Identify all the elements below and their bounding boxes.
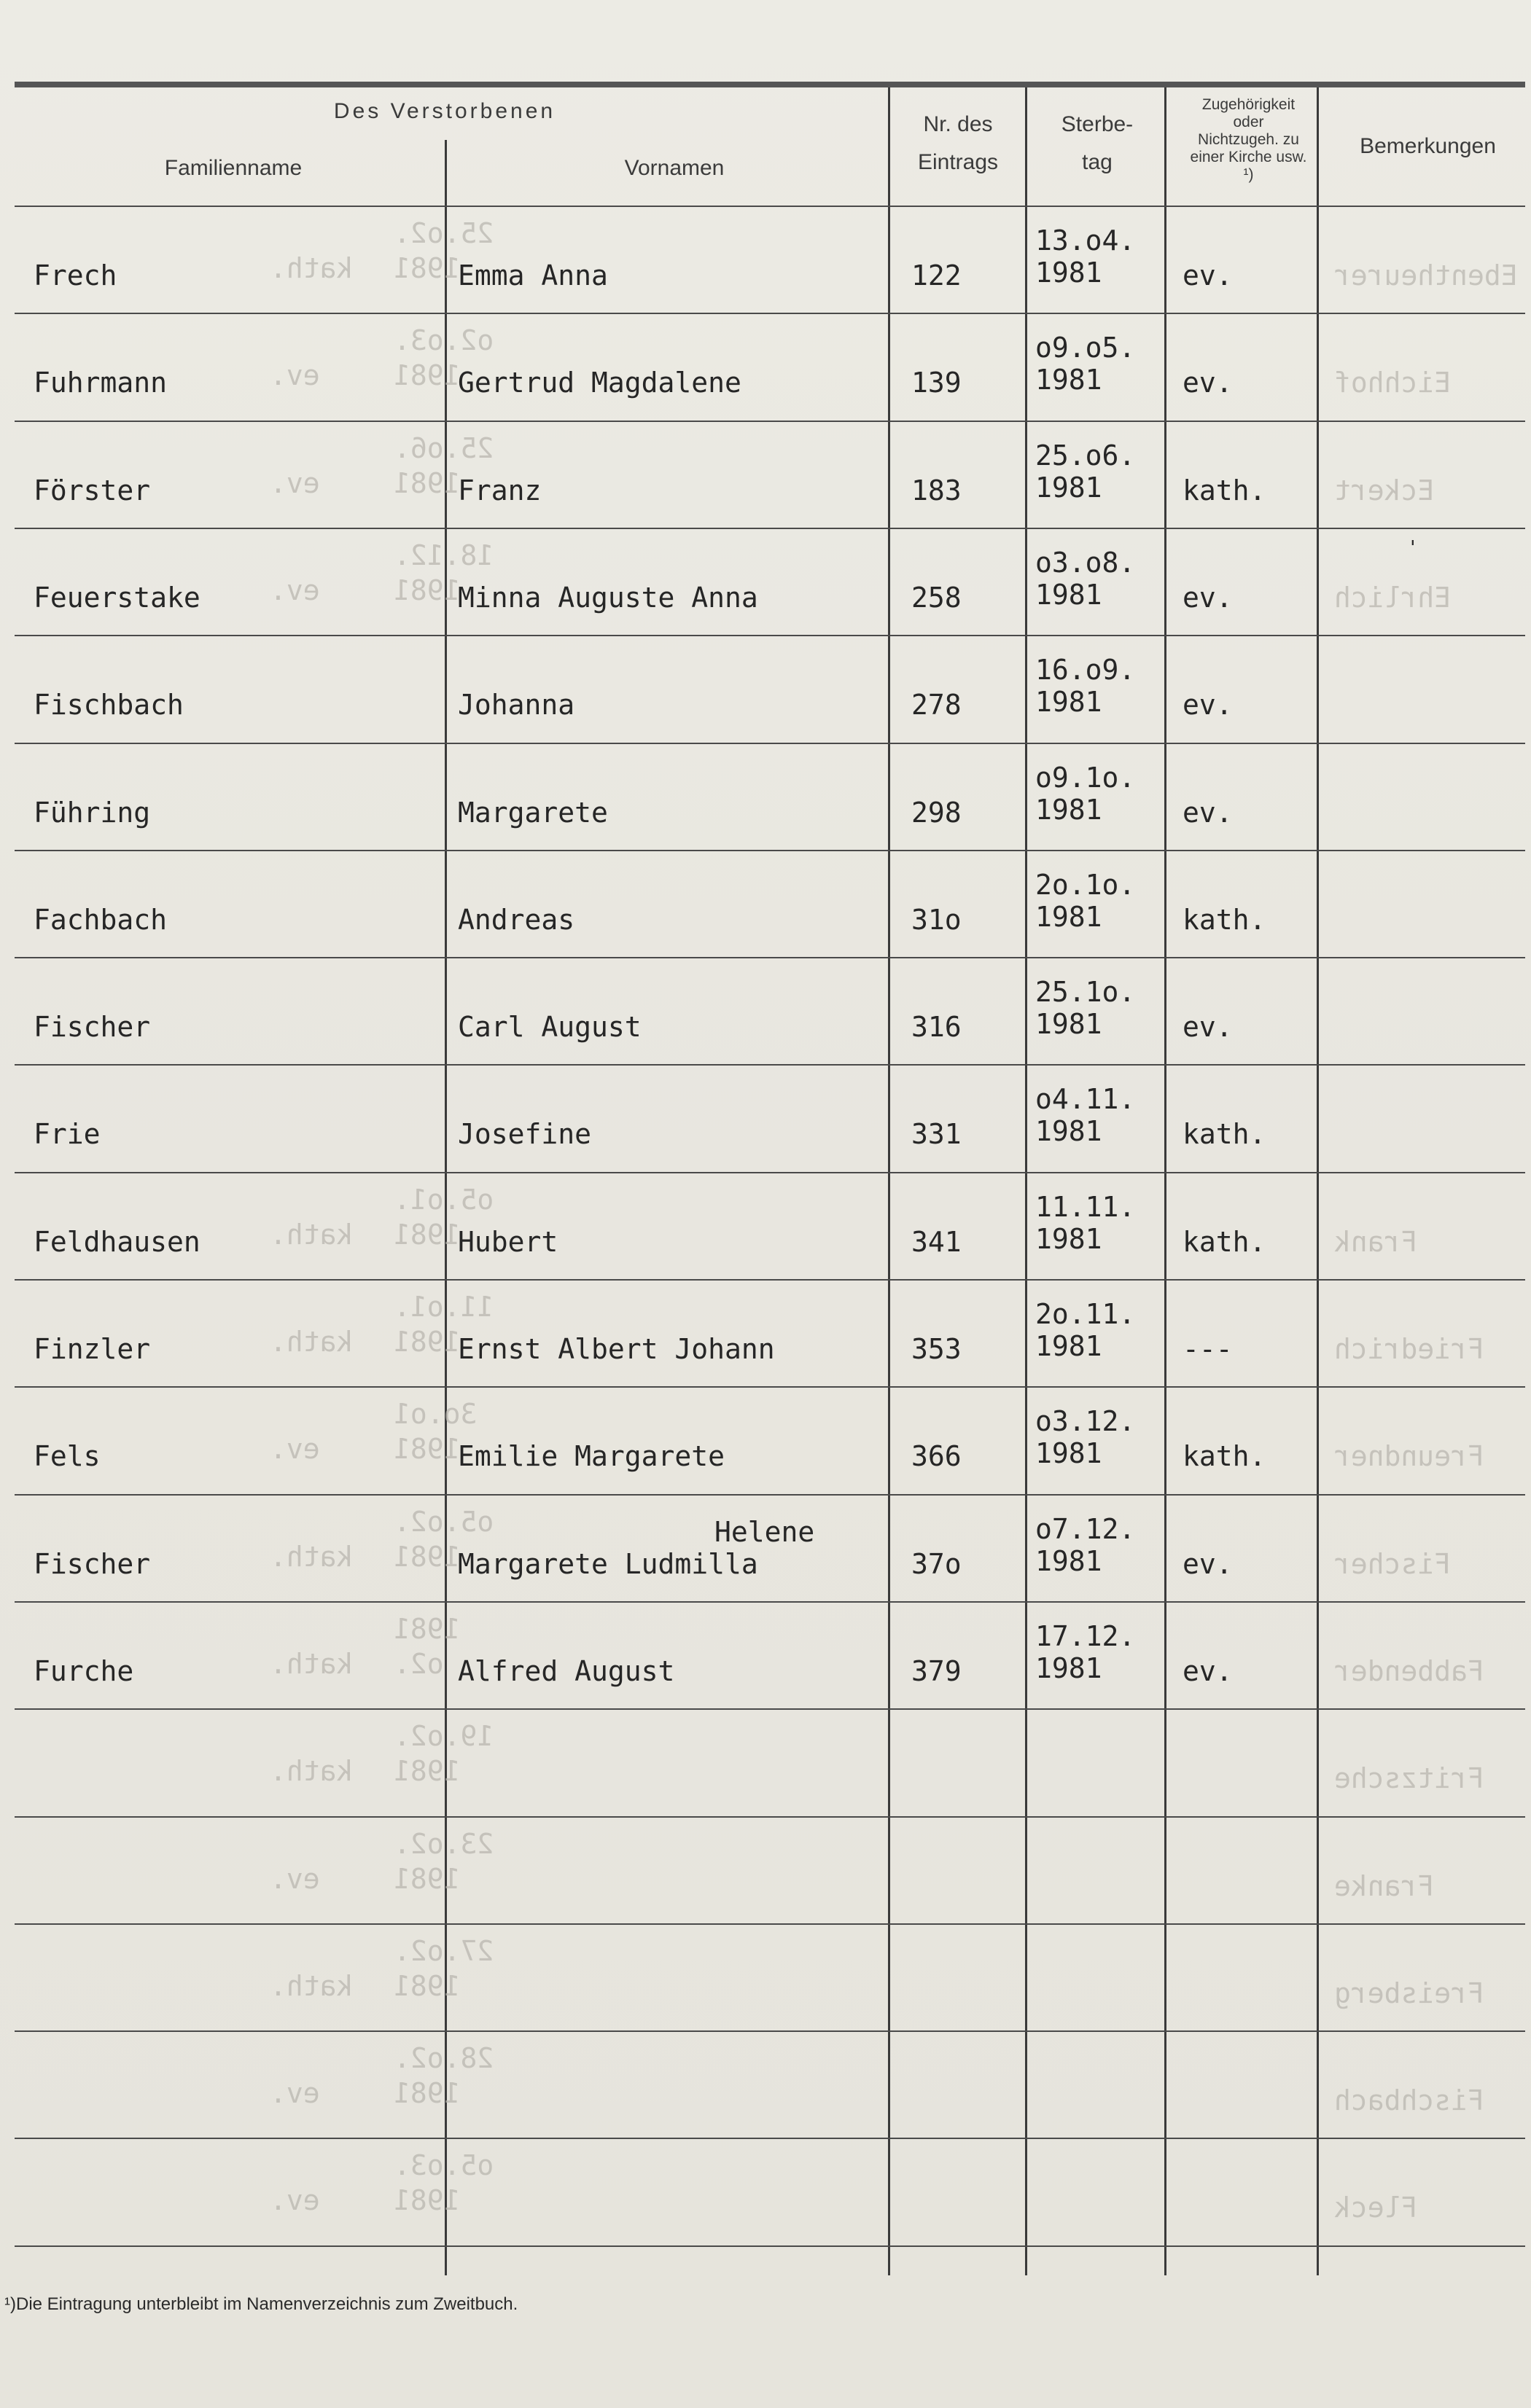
death-register-table [15, 82, 1525, 2283]
row-rule [15, 1172, 1525, 1173]
bleed-through-name: Fischer [1334, 1547, 1452, 1580]
cell-kirche: kath. [1183, 1118, 1266, 1151]
cell-nr-eintrag: 37o [911, 1547, 962, 1580]
bleed-through-year: 1981 [394, 1433, 461, 1466]
header-kirche-line3: Nichtzugeh. zu [1198, 131, 1299, 148]
bleed-through-name: Fabbender [1334, 1654, 1484, 1687]
bleed-through-date: o5.o2. [394, 1505, 494, 1538]
column-divider-nr [1025, 87, 1027, 2275]
row-rule [15, 1064, 1525, 1066]
cell-familienname: Fischbach [34, 689, 184, 722]
bleed-through-year: 1981 [394, 1969, 461, 2002]
row-rule [15, 1601, 1525, 1603]
cell-kirche: ev. [1183, 1011, 1233, 1044]
cell-familienname: Feldhausen [34, 1225, 200, 1258]
bleed-through-name: Fleck [1334, 2192, 1418, 2224]
cell-nr-eintrag: 122 [911, 259, 962, 292]
bleed-through-kirche: kath. [270, 1540, 354, 1573]
header-group-label: Des Verstorbenen [333, 99, 556, 123]
cell-sterbetag: 11.11. [1035, 1190, 1136, 1223]
cell-kirche: ev. [1183, 367, 1233, 399]
cell-kirche: ev. [1183, 259, 1233, 292]
cell-kirche: --- [1183, 1333, 1233, 1365]
cell-familienname: Fuhrmann [34, 367, 168, 399]
cell-kirche: kath. [1183, 1225, 1266, 1258]
footnote: ¹)Die Eintragung unterbleibt im Namenverzeichnis zum Zweitbuch. [4, 2294, 518, 2314]
header-bottom-rule [15, 206, 1525, 207]
cell-sterbejahr: 1981 [1035, 257, 1102, 289]
cell-nr-eintrag: 366 [911, 1440, 962, 1473]
bleed-through-date: 11.o1. [394, 1291, 494, 1323]
row-rule [15, 957, 1525, 958]
bleed-through-date: 25.o6. [394, 431, 494, 464]
bleed-through-name: Ehrlich [1334, 581, 1452, 614]
cell-familienname: Frie [34, 1118, 101, 1151]
header-vornamen: Vornamen [624, 156, 725, 180]
bleed-through-year: 1981 [394, 1862, 461, 1895]
bleed-through-kirche: kath. [270, 1647, 354, 1680]
cell-nr-eintrag: 316 [911, 1011, 962, 1044]
cell-sterbetag: 25.1o. [1035, 976, 1136, 1009]
row-rule [15, 1923, 1525, 1925]
bleed-through-name: Fischbach [1334, 2084, 1484, 2117]
cell-nr-eintrag: 298 [911, 796, 962, 829]
cell-familienname: Finzler [34, 1333, 151, 1365]
bleed-through-year: 1981 [394, 574, 461, 606]
bleed-through-name: Eichhof [1334, 367, 1452, 399]
cell-sterbetag: o9.o5. [1035, 332, 1136, 364]
cell-nr-eintrag: 341 [911, 1225, 962, 1258]
bleed-through-year: 1981 [394, 359, 461, 392]
cell-sterbetag: 2o.1o. [1035, 868, 1136, 901]
cell-sterbejahr: 1981 [1035, 1544, 1102, 1577]
bleed-through-kirche: kath. [270, 1755, 354, 1788]
bleed-through-year: 1981 [394, 1326, 461, 1358]
column-divider-sterbetag [1164, 87, 1166, 2275]
top-rule [15, 82, 1525, 87]
header-bemerkungen: Bemerkungen [1360, 134, 1496, 158]
cell-kirche: ev. [1183, 796, 1233, 829]
cell-bemerkung: ' [1407, 536, 1419, 559]
row-rule [15, 1279, 1525, 1281]
cell-sterbejahr: 1981 [1035, 1651, 1102, 1684]
cell-familienname: Fischer [34, 1011, 151, 1044]
row-rule [15, 421, 1525, 422]
cell-familienname: Frech [34, 259, 117, 292]
bleed-through-date: 25.o2. [394, 217, 494, 249]
cell-sterbetag: o9.1o. [1035, 761, 1136, 794]
row-rule [15, 2245, 1525, 2247]
cell-sterbejahr: 1981 [1035, 1437, 1102, 1470]
cell-vornamen: Alfred August [458, 1654, 675, 1687]
bleed-through-year: 1981 [394, 252, 461, 284]
bleed-through-kirche: ev. [270, 1862, 320, 1895]
bleed-through-date: 28.o2. [394, 2042, 494, 2075]
bleed-through-year: 1981 [394, 2184, 461, 2217]
cell-sterbetag: o7.12. [1035, 1512, 1136, 1545]
cell-vornamen: Gertrud Magdalene [458, 367, 741, 399]
bleed-through-kirche: kath. [270, 1326, 354, 1358]
bleed-through-kirche: kath. [270, 252, 354, 284]
row-rule [15, 528, 1525, 529]
header-familienname: Familienname [164, 156, 303, 180]
bleed-through-date: 27.o2. [394, 1934, 494, 1967]
cell-sterbetag: 16.o9. [1035, 654, 1136, 687]
bleed-through-kirche: ev. [270, 2184, 320, 2217]
header-kirche-line5: ¹) [1243, 166, 1254, 183]
header-kirche-line2: oder [1233, 114, 1264, 130]
cell-kirche: ev. [1183, 1547, 1233, 1580]
cell-sterbejahr: 1981 [1035, 471, 1102, 504]
cell-vornamen: Emma Anna [458, 259, 608, 292]
row-rule [15, 1386, 1525, 1388]
cell-nr-eintrag: 31o [911, 903, 962, 936]
bleed-through-name: Freisberg [1334, 1977, 1484, 2009]
cell-nr-eintrag: 139 [911, 367, 962, 399]
cell-sterbetag: o3.12. [1035, 1405, 1136, 1438]
bleed-through-kirche: kath. [270, 1969, 354, 2002]
cell-vornamen-line1: Helene [714, 1515, 815, 1548]
cell-sterbejahr: 1981 [1035, 793, 1102, 826]
bleed-through-date: 1981 [394, 1612, 461, 1645]
bleed-through-year: 1981 [394, 1218, 461, 1251]
cell-familienname: Furche [34, 1654, 134, 1687]
cell-vornamen: Johanna [458, 689, 575, 722]
cell-familienname: Fels [34, 1440, 101, 1473]
cell-nr-eintrag: 379 [911, 1654, 962, 1687]
bleed-through-name: Ebentheurer [1334, 259, 1518, 292]
bleed-through-date: o5.o3. [394, 2149, 494, 2182]
cell-nr-eintrag: 183 [911, 474, 962, 507]
bleed-through-date: 18.12. [394, 539, 494, 571]
cell-nr-eintrag: 278 [911, 689, 962, 722]
cell-sterbejahr: 1981 [1035, 364, 1102, 396]
bleed-through-kirche: kath. [270, 1218, 354, 1251]
cell-vornamen: Minna Auguste Anna [458, 581, 758, 614]
cell-kirche: ev. [1183, 581, 1233, 614]
cell-sterbejahr: 1981 [1035, 1330, 1102, 1362]
cell-sterbetag: 2o.11. [1035, 1298, 1136, 1330]
row-rule [15, 313, 1525, 314]
bleed-through-kirche: ev. [270, 359, 320, 392]
cell-familienname: Förster [34, 474, 151, 507]
cell-vornamen: Andreas [458, 903, 575, 936]
cell-vornamen: Josefine [458, 1118, 592, 1151]
cell-sterbejahr: 1981 [1035, 686, 1102, 719]
cell-nr-eintrag: 353 [911, 1333, 962, 1365]
cell-kirche: ev. [1183, 689, 1233, 722]
cell-familienname: Führing [34, 796, 151, 829]
bleed-through-year: o2. [394, 1647, 444, 1680]
cell-vornamen: Hubert [458, 1225, 558, 1258]
cell-sterbetag: 13.o4. [1035, 224, 1136, 257]
cell-sterbetag: 25.o6. [1035, 439, 1136, 472]
bleed-through-date: 23.o2. [394, 1827, 494, 1860]
bleed-through-kirche: ev. [270, 466, 320, 499]
cell-nr-eintrag: 258 [911, 581, 962, 614]
cell-sterbejahr: 1981 [1035, 1008, 1102, 1041]
cell-vornamen: Ernst Albert Johann [458, 1333, 775, 1365]
header-kirche-line1: Zugehörigkeit [1201, 96, 1296, 113]
bleed-through-kirche: ev. [270, 574, 320, 606]
cell-vornamen: Franz [458, 474, 542, 507]
bleed-through-date: o5.o1. [394, 1183, 494, 1216]
row-rule [15, 2030, 1525, 2032]
cell-vornamen: Carl August [458, 1011, 642, 1044]
cell-sterbejahr: 1981 [1035, 900, 1102, 933]
bleed-through-date: 19.o2. [394, 1720, 494, 1753]
cell-sterbejahr: 1981 [1035, 1115, 1102, 1148]
bleed-through-name: Friedrich [1334, 1333, 1484, 1365]
column-divider-vornamen [888, 87, 890, 2275]
cell-familienname: Fachbach [34, 903, 168, 936]
bleed-through-date: o2.o3. [394, 324, 494, 357]
cell-sterbetag: 17.12. [1035, 1619, 1136, 1652]
header-sterbetag-line1: Sterbe- [1061, 112, 1134, 136]
row-rule [15, 850, 1525, 851]
cell-kirche: kath. [1183, 474, 1266, 507]
bleed-through-year: 1981 [394, 1755, 461, 1788]
header-nr-line1: Nr. des [923, 112, 993, 136]
header-nr-line2: Eintrags [917, 150, 999, 174]
bleed-through-name: Fritzsche [1334, 1762, 1484, 1795]
header-kirche-line4: einer Kirche usw. [1190, 149, 1307, 165]
row-rule [15, 635, 1525, 636]
bleed-through-year: 1981 [394, 2077, 461, 2110]
cell-vornamen: Margarete [458, 796, 608, 829]
row-rule [15, 1816, 1525, 1818]
cell-vornamen: Margarete Ludmilla [458, 1547, 758, 1580]
bleed-through-year: 1981 [394, 466, 461, 499]
cell-familienname: Feuerstake [34, 581, 200, 614]
cell-vornamen: Emilie Margarete [458, 1440, 725, 1473]
bleed-through-name: Freundner [1334, 1440, 1484, 1473]
cell-sterbejahr: 1981 [1035, 1222, 1102, 1255]
header-sterbetag-line2: tag [1082, 150, 1113, 174]
cell-sterbetag: o4.11. [1035, 1083, 1136, 1116]
bleed-through-kirche: ev. [270, 2077, 320, 2110]
cell-familienname: Fischer [34, 1547, 151, 1580]
column-divider-kirche [1317, 87, 1319, 2275]
row-rule [15, 2138, 1525, 2139]
cell-sterbejahr: 1981 [1035, 578, 1102, 611]
row-rule [15, 1708, 1525, 1710]
cell-sterbetag: o3.o8. [1035, 546, 1136, 579]
cell-kirche: kath. [1183, 1440, 1266, 1473]
cell-kirche: ev. [1183, 1654, 1233, 1687]
cell-nr-eintrag: 331 [911, 1118, 962, 1151]
bleed-through-date: 3o.o1 [394, 1398, 478, 1431]
cell-kirche: kath. [1183, 903, 1266, 936]
row-rule [15, 1494, 1525, 1496]
bleed-through-name: Frank [1334, 1225, 1418, 1258]
bleed-through-name: Franke [1334, 1869, 1435, 1902]
row-rule [15, 743, 1525, 744]
bleed-through-year: 1981 [394, 1540, 461, 1573]
bleed-through-name: Eckert [1334, 474, 1435, 507]
bleed-through-kirche: ev. [270, 1433, 320, 1466]
